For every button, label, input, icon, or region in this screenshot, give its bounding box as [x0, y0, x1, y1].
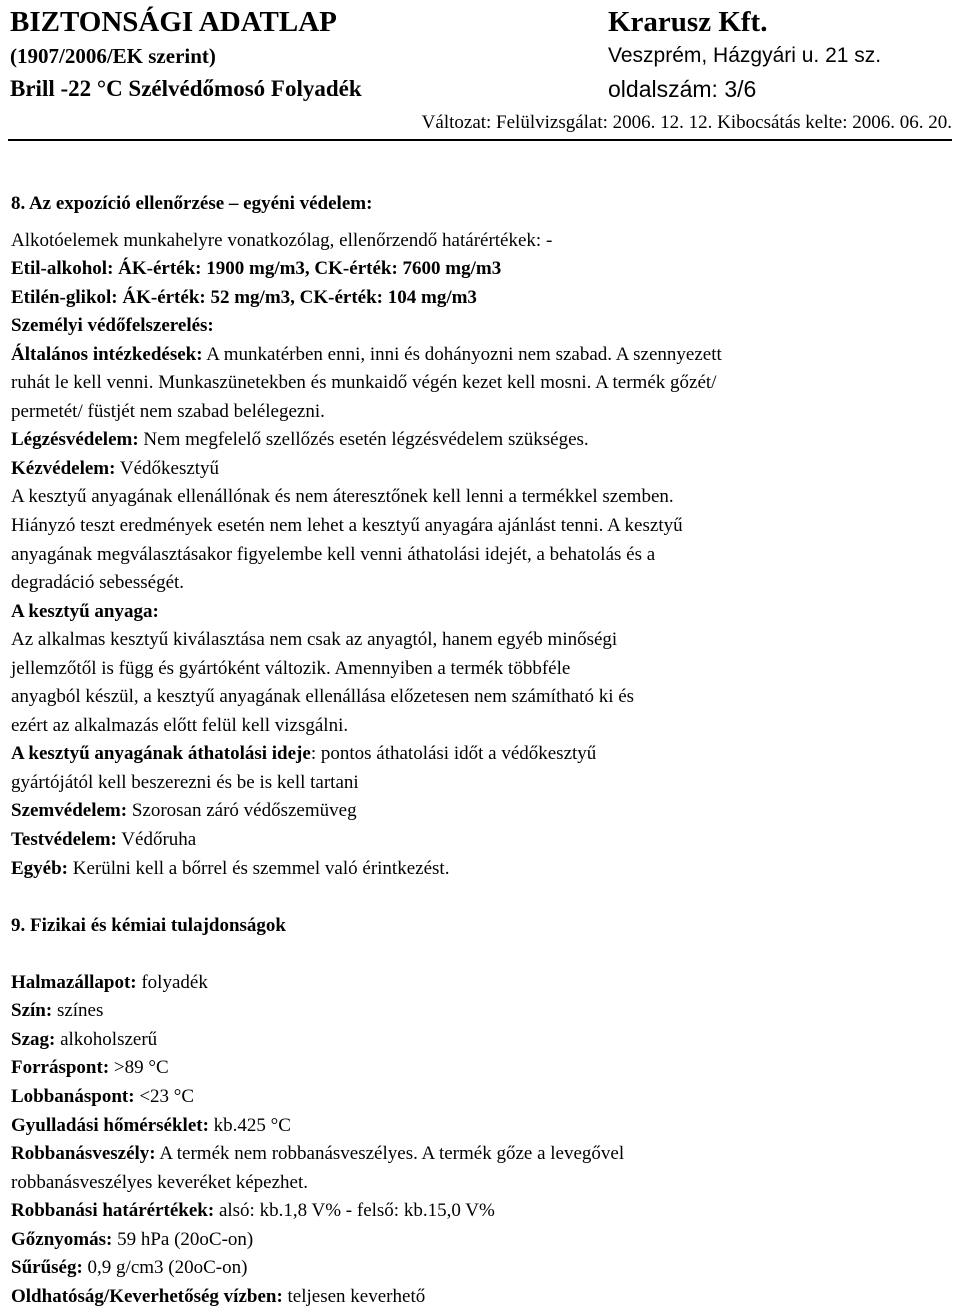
hand-protection-label: Kézvédelem:: [11, 457, 116, 479]
property-value: >89 °C: [109, 1057, 169, 1079]
property-value: folyadék: [136, 971, 208, 993]
glove-text-4: degradáció sebességét.: [11, 572, 185, 594]
property-row: [11, 1283, 951, 1311]
glove-text-1: A kesztyű anyagának ellenállónak és nem áteresztőnek kell lenni a termékkel szemben.: [11, 486, 674, 508]
property-row: [11, 1197, 951, 1226]
property-label: Szín:: [11, 1000, 53, 1022]
glove-text-3: anyagának megválasztásakor figyelembe kell venni áthatolási idejét, a behatolás és a: [11, 543, 656, 565]
property-row: [11, 1112, 951, 1141]
product-name: Brill -22 °C Szélvédőmosó Folyadék: [10, 76, 362, 101]
other-protection-text: Kerülni kell a bőrrel és szemmel való érintkezést.: [68, 857, 450, 879]
property-label: Robbanási határértékek:: [11, 1200, 215, 1222]
property-row: [11, 1026, 951, 1055]
eye-protection-text: Szorosan záró védőszemüveg: [127, 800, 357, 822]
property-label: Gyulladási hőmérséklet:: [11, 1114, 209, 1136]
property-value: teljesen keverhető: [282, 1285, 426, 1307]
general-measures-cont-1: ruhát le kell venni. Munkaszünetekben és munkaidő végén kezet kell mosni. A termék gőzét/: [11, 372, 717, 394]
property-value: robbanásveszélyes keveréket képezhet.: [11, 1171, 308, 1193]
property-row: [11, 1254, 951, 1283]
regulation: (1907/2006/EK szerint): [10, 44, 216, 68]
limit-ethylene-glycol: Etilén-glikol: ÁK-érték: 52 mg/m3, CK-érték: 104 mg/m3: [11, 286, 477, 308]
general-measures: [11, 341, 951, 370]
property-value: kb.425 °C: [208, 1114, 291, 1136]
property-row: [11, 1169, 951, 1198]
property-label: Szag:: [11, 1028, 56, 1050]
breakthrough-time-cont: gyártójától kell beszerezni és be is kell tartani: [11, 771, 359, 793]
hand-protection: [11, 455, 951, 484]
respiratory-protection: [11, 426, 951, 455]
respiratory-protection-label: Légzésvédelem:: [11, 429, 139, 451]
page-number: oldalszám: 3/6: [608, 76, 757, 102]
property-label: Sűrűség:: [11, 1257, 83, 1279]
other-protection-label: Egyéb:: [11, 857, 68, 879]
glove-material-1: Az alkalmas kesztyű kiválasztása nem csak az anyagtól, hanem egyéb minőségi: [11, 629, 618, 651]
version-info: Változat: Felülvizsgálat: 2006. 12. 12. Kibocsátás kelte: 2006. 06. 20.: [421, 112, 952, 133]
glove-material-label: A kesztyű anyaga:: [11, 600, 159, 622]
section-9-title: 9. Fizikai és kémiai tulajdonságok: [11, 914, 286, 936]
property-row: [11, 997, 951, 1026]
breakthrough-time: [11, 740, 951, 769]
section-8-title: 8. Az expozíció ellenőrzése – egyéni védelem:: [11, 193, 373, 214]
breakthrough-time-label: A kesztyű anyagának áthatolási ideje: [11, 743, 311, 765]
spacer: [11, 940, 951, 969]
body-protection-label: Testvédelem:: [11, 829, 117, 851]
other-protection: [11, 855, 951, 884]
header-divider: [8, 139, 952, 141]
hand-protection-text: Védőkesztyű: [115, 457, 220, 479]
glove-text-2: Hiányzó teszt eredmények esetén nem lehet a kesztyű anyagára ajánlást tenni. A kesztyű: [11, 515, 683, 537]
general-measures-cont-2: permetét/ füstjét nem szabad belélegezni.: [11, 400, 325, 422]
general-measures-label: Általános intézkedések:: [11, 343, 203, 365]
company-name: Krarusz Kft.: [608, 6, 768, 38]
company-address: Veszprém, Házgyári u. 21 sz.: [608, 44, 882, 67]
document-title: BIZTONSÁGI ADATLAP: [10, 6, 337, 38]
property-value: A termék nem robbanásveszélyes. A termék gőze a levegővel: [155, 1143, 625, 1165]
document-body: [11, 190, 951, 1311]
property-label: Gőznyomás:: [11, 1228, 113, 1250]
property-row: [11, 1226, 951, 1255]
respiratory-protection-text: Nem megfelelő szellőzés esetén légzésvédelem szükséges.: [138, 429, 589, 451]
property-row: [11, 1140, 951, 1169]
glove-material-2: jellemzőtől is függ és gyártóként változik. Amennyiben a termék többféle: [11, 657, 571, 679]
properties-list: [11, 969, 951, 1311]
breakthrough-time-text: : pontos áthatolási időt a védőkesztyű: [310, 743, 597, 765]
property-label: Oldhatóság/Keverhetőség vízben:: [11, 1285, 283, 1307]
general-measures-text: A munkatérben enni, inni és dohányozni nem szabad. A szennyezett: [202, 343, 722, 365]
document-header: [0, 0, 960, 140]
body-protection-text: Védőruha: [116, 829, 197, 851]
property-value: színes: [52, 1000, 104, 1022]
limits-intro: Alkotóelemek munkahelyre vonatkozólag, ellenőrzendő határértékek: -: [11, 229, 553, 251]
body-protection: [11, 826, 951, 855]
property-value: alkoholszerű: [55, 1028, 158, 1050]
eye-protection-label: Szemvédelem:: [11, 800, 128, 822]
glove-material-3: anyagból készül, a kesztyű anyagának ellenállása előzetesen nem számítható ki és: [11, 686, 635, 708]
property-value: 59 hPa (20oC-on): [112, 1228, 254, 1250]
glove-material-4: ezért az alkalmazás előtt felül kell vizsgálni.: [11, 714, 349, 736]
personal-protection-label: Személyi védőfelszerelés:: [11, 315, 214, 337]
property-label: Forráspont:: [11, 1057, 110, 1079]
property-label: Halmazállapot:: [11, 971, 137, 993]
property-value: alsó: kb.1,8 V% - felső: kb.15,0 V%: [214, 1200, 495, 1222]
property-value: 0,9 g/cm3 (20oC-on): [82, 1257, 248, 1279]
property-row: [11, 1054, 951, 1083]
property-label: Lobbanáspont:: [11, 1085, 135, 1107]
property-label: Robbanásveszély:: [11, 1143, 156, 1165]
property-row: [11, 969, 951, 998]
property-row: [11, 1083, 951, 1112]
property-value: <23 °C: [134, 1085, 195, 1107]
spacer: [11, 219, 951, 227]
limit-ethanol: Etil-alkohol: ÁK-érték: 1900 mg/m3, CK-érték: 7600 mg/m3: [11, 258, 502, 280]
spacer: [11, 883, 951, 912]
eye-protection: [11, 797, 951, 826]
